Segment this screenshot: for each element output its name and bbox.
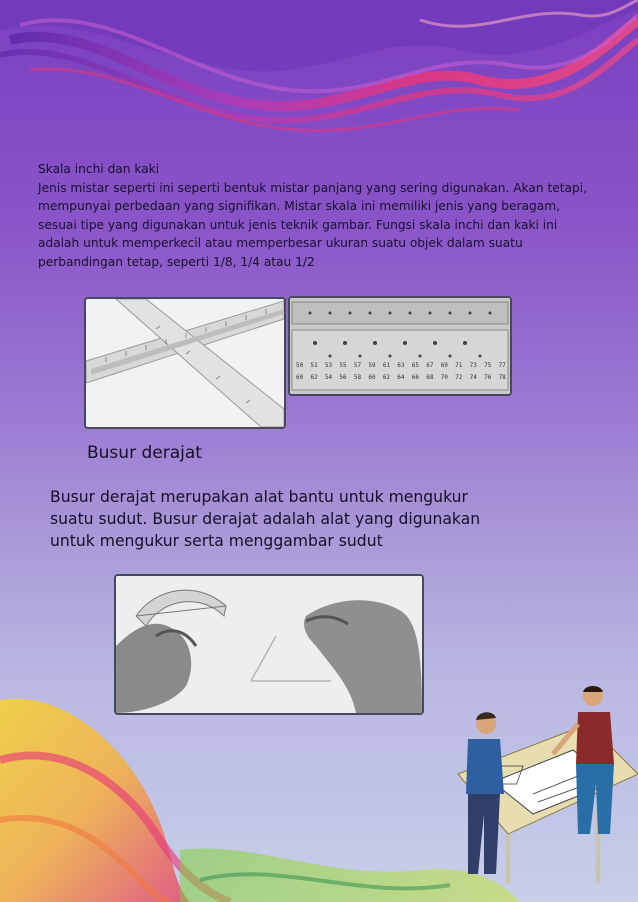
ruler-number: 70 [440, 374, 448, 381]
ruler-number: 55 [339, 362, 347, 369]
straight-ruler-photo [288, 296, 512, 396]
ruler-number: 69 [440, 362, 448, 369]
section-title: Skala inchi dan kaki [38, 162, 160, 176]
scale-rulers-photo [84, 297, 286, 429]
ruler-number: 61 [382, 362, 391, 369]
ruler-number: 60 [296, 374, 304, 381]
ruler-number: 65 [411, 362, 419, 369]
ruler-number: 73 [469, 362, 477, 369]
ruler-number: 58 [353, 374, 362, 381]
ruler-number: 75 [484, 362, 492, 369]
section-body: Jenis mistar seperti ini seperti bentuk mistar panjang yang sering digunakan. Akan tetapi, mempunyai perbedaan yang signifikan. Mistar skala ini memiliki jenis yang beragam, sesuai tipe yang digunakan untuk jenis teknik gambar. Fungsi skala inchi dan kaki ini adalah untuk memperkecil atau memperbesar ukuran suatu objek dalam suatu perbandingan tetap, seperti 1/8, 1/4 atau 1/2 [38, 180, 587, 269]
ruler-number-row-bottom [296, 374, 506, 381]
ruler-number: 76 [484, 374, 492, 381]
ruler-number: 78 [498, 374, 506, 381]
ruler-number: 62 [310, 374, 318, 381]
ruler-number: 74 [469, 374, 477, 381]
ruler-number: 62 [382, 374, 391, 381]
ruler-number: 77 [498, 362, 506, 369]
ruler-number: 64 [397, 374, 405, 381]
protractor-body: Busur derajat merupakan alat bantu untuk mengukur suatu sudut. Busur derajat adalah alat yang digunakan untuk mengukur serta menggambar sudut [50, 488, 481, 550]
ruler-number: 63 [397, 362, 405, 369]
ruler-number: 51 [310, 362, 318, 369]
ruler-number: 59 [368, 362, 376, 369]
ruler-scale-section [38, 160, 598, 271]
ruler-number: 57 [353, 362, 362, 369]
protractor-photo [114, 574, 424, 715]
ruler-number: 67 [426, 362, 434, 369]
ruler-number: 60 [368, 374, 376, 381]
drafting-people-illustration [438, 684, 638, 884]
ruler-number: 50 [296, 362, 304, 369]
protractor-heading: Busur derajat [87, 443, 202, 463]
ruler-number: 68 [426, 374, 434, 381]
ruler-number: 54 [324, 374, 333, 381]
ruler-number: 72 [455, 374, 463, 381]
ruler-number: 56 [339, 374, 347, 381]
ruler-number: 71 [455, 362, 463, 369]
ruler-number: 66 [411, 374, 419, 381]
protractor-section [50, 486, 510, 552]
ruler-number-row-top [296, 362, 506, 369]
ruler-number: 53 [324, 362, 333, 369]
